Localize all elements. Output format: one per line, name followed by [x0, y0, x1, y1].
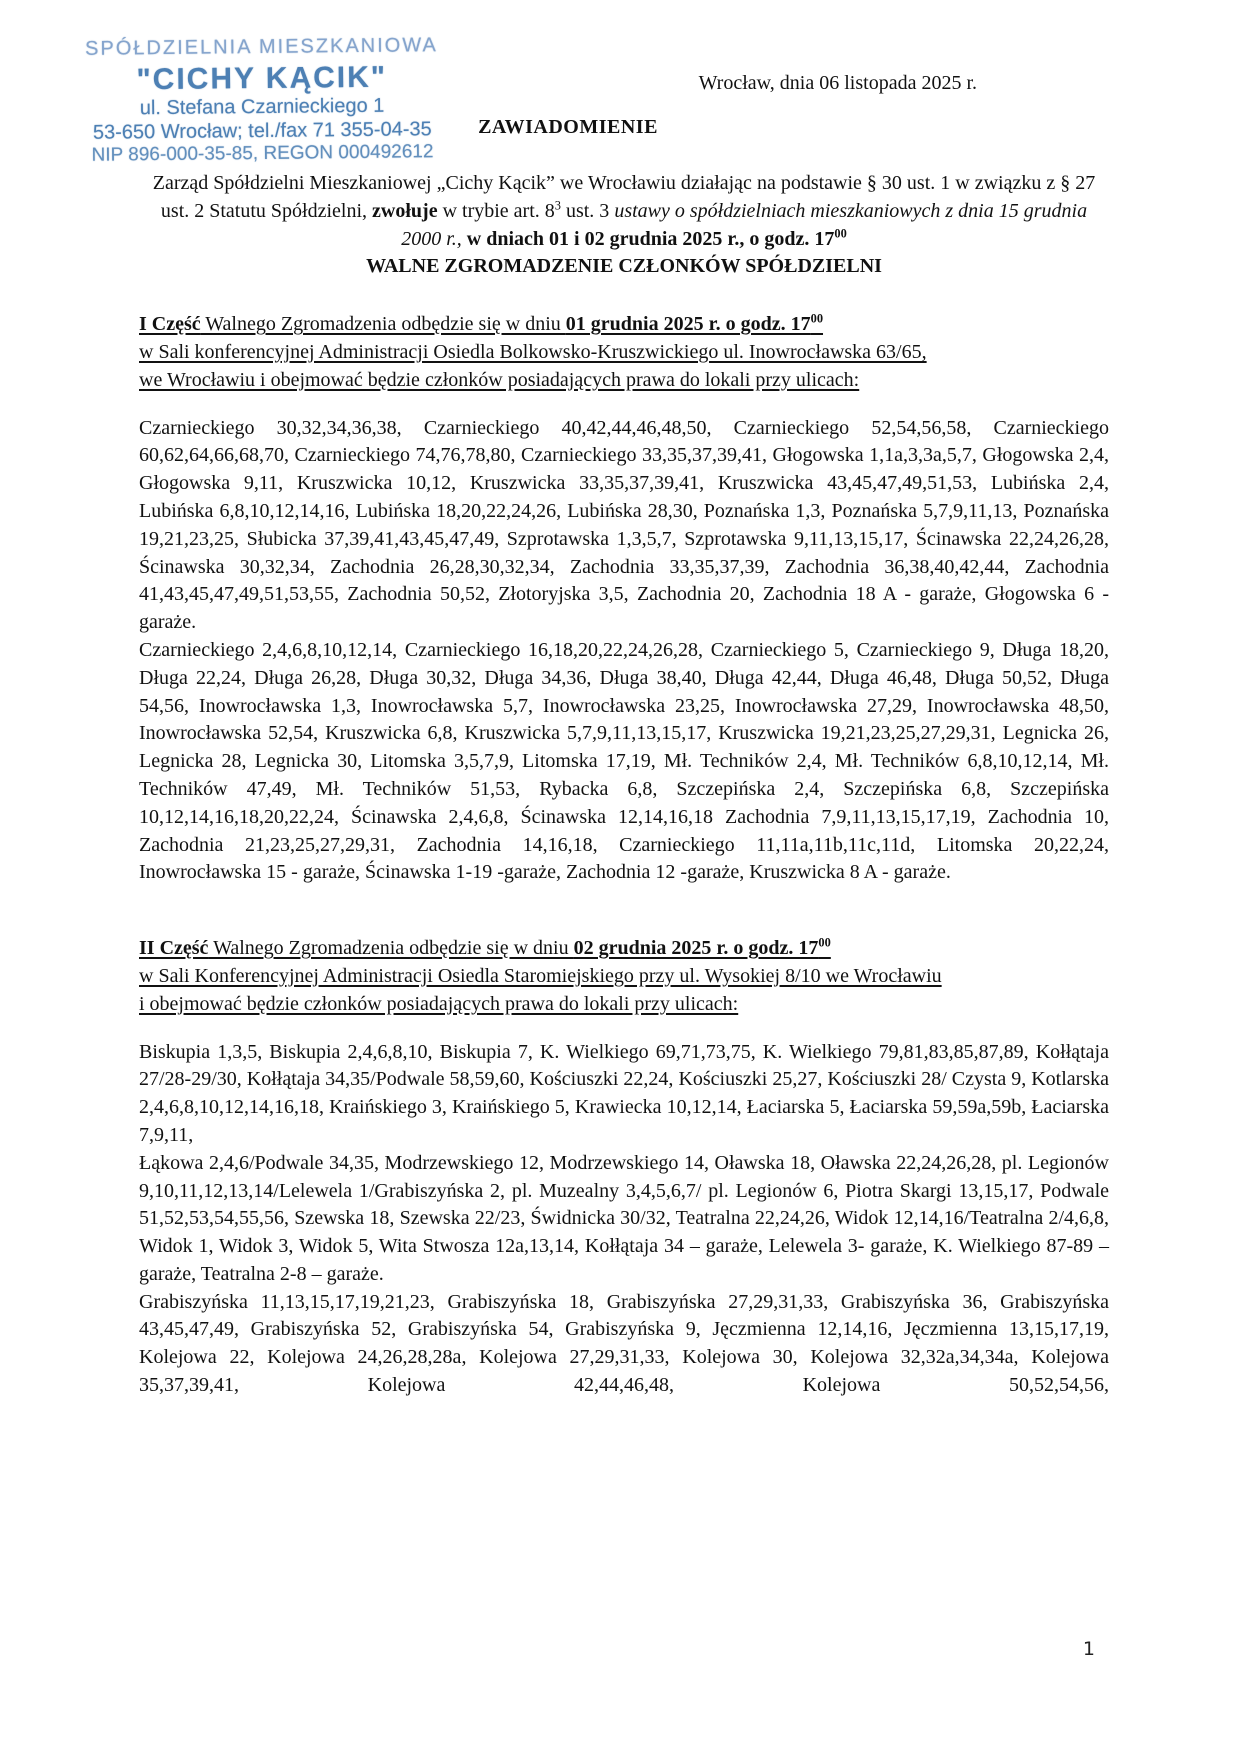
part1-heading: I Część Walnego Zgromadzenia odbędzie się w dniu 01 grudnia 2025 r. o godz. $17^{00}$ w Sali konferencyjnej Administracji Osiedla Bolkowsko-Kruszwickiego ul. Inowrocławska 63/65, we Wrocławiu i obejmować będzie członków posiadających prawa do lokali przy ulicach:	[139, 311, 927, 391]
page-number: 1	[1082, 1638, 1095, 1660]
document-title: ZAWIADOMIENIE	[478, 116, 658, 138]
part2-addresses-block2: Łąkowa 2,4,6/Podwale 34,35, Modrzewskiego 12, Modrzewskiego 14, Oławska 18, Oławska 22,24,26,28, pl. Legionów 9,10,11,12,13,14/Lelewela 1/Grabiszyńska 2, pl. Muzealny 3,4,5,6,7/ pl. Legionów 6, Piotra Skargi 13,15,17, Podwale 51,52,53,54,55,56, Szewska 18, Szewska 22/23, Świdnicka 30/32, Teatralna 22,24,26, Widok 12,14,16/Teatralna 2/4,6,8, Widok 1, Widok 3, Widok 5, Wita Stwosza 12a,13,14, Kołłątaja 34 – garaże, Lelewela 3- garaże, K. Wielkiego 87-89 – garaże, Teatralna 2-8 – garaże.	[139, 1151, 1109, 1285]
place-date-line: Wrocław, dnia 06 listopada 2025 r.	[698, 72, 977, 94]
assembly-title: WALNE ZGROMADZENIE CZŁONKÓW SPÓŁDZIELNI	[366, 255, 882, 278]
intro-paragraph: Zarząd Spółdzielni Mieszkaniowej „Cichy Kącik” we Wrocławiu działając na podstawie § 30 ust. 1 w związku z § 27 ust. 2 Statutu Spółdzielni, zwołuje w trybie art. $8^3$ ust. 3 ustawy o spółdzielniach mieszkaniowych z dnia 15 grudnia 2000 r., w dniach 01 i 02 grudnia 2025 r., o godz. $17^{00}$	[152, 172, 1096, 250]
part2-addresses-block1: Biskupia 1,3,5, Biskupia 2,4,6,8,10, Biskupia 7, K. Wielkiego 69,71,73,75, K. Wielkiego 79,81,83,85,87,89, Kołłątaja 27/28-29/30, Kołłątaja 34,35/Podwale 58,59,60, Kościuszki 22,24, Kościuszki 25,27, Kościuszki 28/ Czysta 9, Kotlarska 2,4,6,8,10,12,14,16,18, Kraińskiego 3, Kraińskiego 5, Krawiecka 10,12,14, Łaciarska 5, Łaciarska 59,59a,59b, Łaciarska 7,9,11,	[139, 1040, 1109, 1146]
part2-heading: II Część Walnego Zgromadzenia odbędzie się w dniu 02 grudnia 2025 r. o godz. $17^{00}$ w Sali Konferencyjnej Administracji Osiedla Staromiejskiego przy ul. Wysokiej 8/10 we Wrocławiu i obejmować będzie członków posiadających prawa do lokali przy ulicach:	[139, 935, 942, 1015]
stamp-nip-regon: NIP 896-000-35-85, REGON 000492612	[91, 141, 434, 166]
part1-addresses-block2: Czarnieckiego 2,4,6,8,10,12,14, Czarnieckiego 16,18,20,22,24,26,28, Czarnieckiego 5, Czarnieckiego 9, Długa 18,20, Długa 22,24, Długa 26,28, Długa 30,32, Długa 34,36, Długa 38,40, Długa 42,44, Długa 46,48, Długa 50,52, Długa 54,56, Inowrocławska 1,3, Inowrocławska 5,7, Inowrocławska 23,25, Inowrocławska 27,29, Inowrocławska 48,50, Inowrocławska 52,54, Kruszwicka 6,8, Kruszwicka 5,7,9,11,13,15,17, Kruszwicka 19,21,23,25,27,29,31, Legnicka 26, Legnicka 28, Legnicka 30, Litomska 3,5,7,9, Litomska 17,19, Mł. Techników 2,4, Mł. Techników 6,8,10,12,14, Mł. Techników 47,49, Mł. Techników 51,53, Rybacka 6,8, Szczepińska 2,4, Szczepińska 6,8, Szczepińska 10,12,14,16,18,20,22,24, Ścinawska 2,4,6,8, Ścinawska 12,14,16,18 Zachodnia 7,9,11,13,15,17,19, Zachodnia 10, Zachodnia 21,23,25,27,29,31, Zachodnia 14,16,18, Czarnieckiego 11,11a,11b,11c,11d, Litomska 20,22,24, Inowrocławska 15 - garaże, Ścinawska 1-19 -garaże, Zachodnia 12 -garaże, Kruszwicka 8 A - garaże.	[139, 638, 1109, 884]
stamp-street-address: ul. Stefana Czarnieckiego 1	[139, 94, 385, 120]
stamp-org-name: "CICHY KĄCIK"	[136, 60, 388, 96]
stamp-org-type: SPÓŁDZIELNIA MIESZKANIOWA	[85, 34, 438, 60]
stamp-city-phone: 53-650 Wrocław; tel./fax 71 355-04-35	[92, 117, 432, 144]
part2-addresses-block3: Grabiszyńska 11,13,15,17,19,21,23, Grabiszyńska 18, Grabiszyńska 27,29,31,33, Grabiszyńska 36, Grabiszyńska 43,45,47,49, Grabiszyńska 52, Grabiszyńska 54, Grabiszyńska 9, Jęczmienna 12,14,16, Jęczmienna 13,15,17,19, Kolejowa 22, Kolejowa 24,26,28,28a, Kolejowa 27,29,31,33, Kolejowa 30, Kolejowa 32,32a,34,34a, Kolejowa 35,37,39,41, Kolejowa 42,44,46,48, Kolejowa 50,52,54,56,	[139, 1290, 1109, 1397]
company-stamp	[51, 34, 472, 168]
part1-addresses-block1: Czarnieckiego 30,32,34,36,38, Czarnieckiego 40,42,44,46,48,50, Czarnieckiego 52,54,56,58, Czarnieckiego 60,62,64,66,68,70, Czarnieckiego 74,76,78,80, Czarnieckiego 33,35,37,39,41, Głogowska 1,1a,3,3a,5,7, Głogowska 2,4, Głogowska 9,11, Kruszwicka 10,12, Kruszwicka 33,35,37,39,41, Kruszwicka 43,45,47,49,51,53, Lubińska 2,4, Lubińska 6,8,10,12,14,16, Lubińska 18,20,22,24,26, Lubińska 28,30, Poznańska 1,3, Poznańska 5,7,9,11,13, Poznańska 19,21,23,25, Słubicka 37,39,41,43,45,47,49, Szprotawska 1,3,5,7, Szprotawska 9,11,13,15,17, Ścinawska 22,24,26,28, Ścinawska 30,32,34, Zachodnia 26,28,30,32,34, Zachodnia 33,35,37,39, Zachodnia 36,38,40,42,44, Zachodnia 41,43,45,47,49,51,53,55, Zachodnia 50,52, Złotoryjska 3,5, Zachodnia 20, Zachodnia 18 A - garaże, Głogowska 6 - garaże.	[139, 416, 1109, 634]
